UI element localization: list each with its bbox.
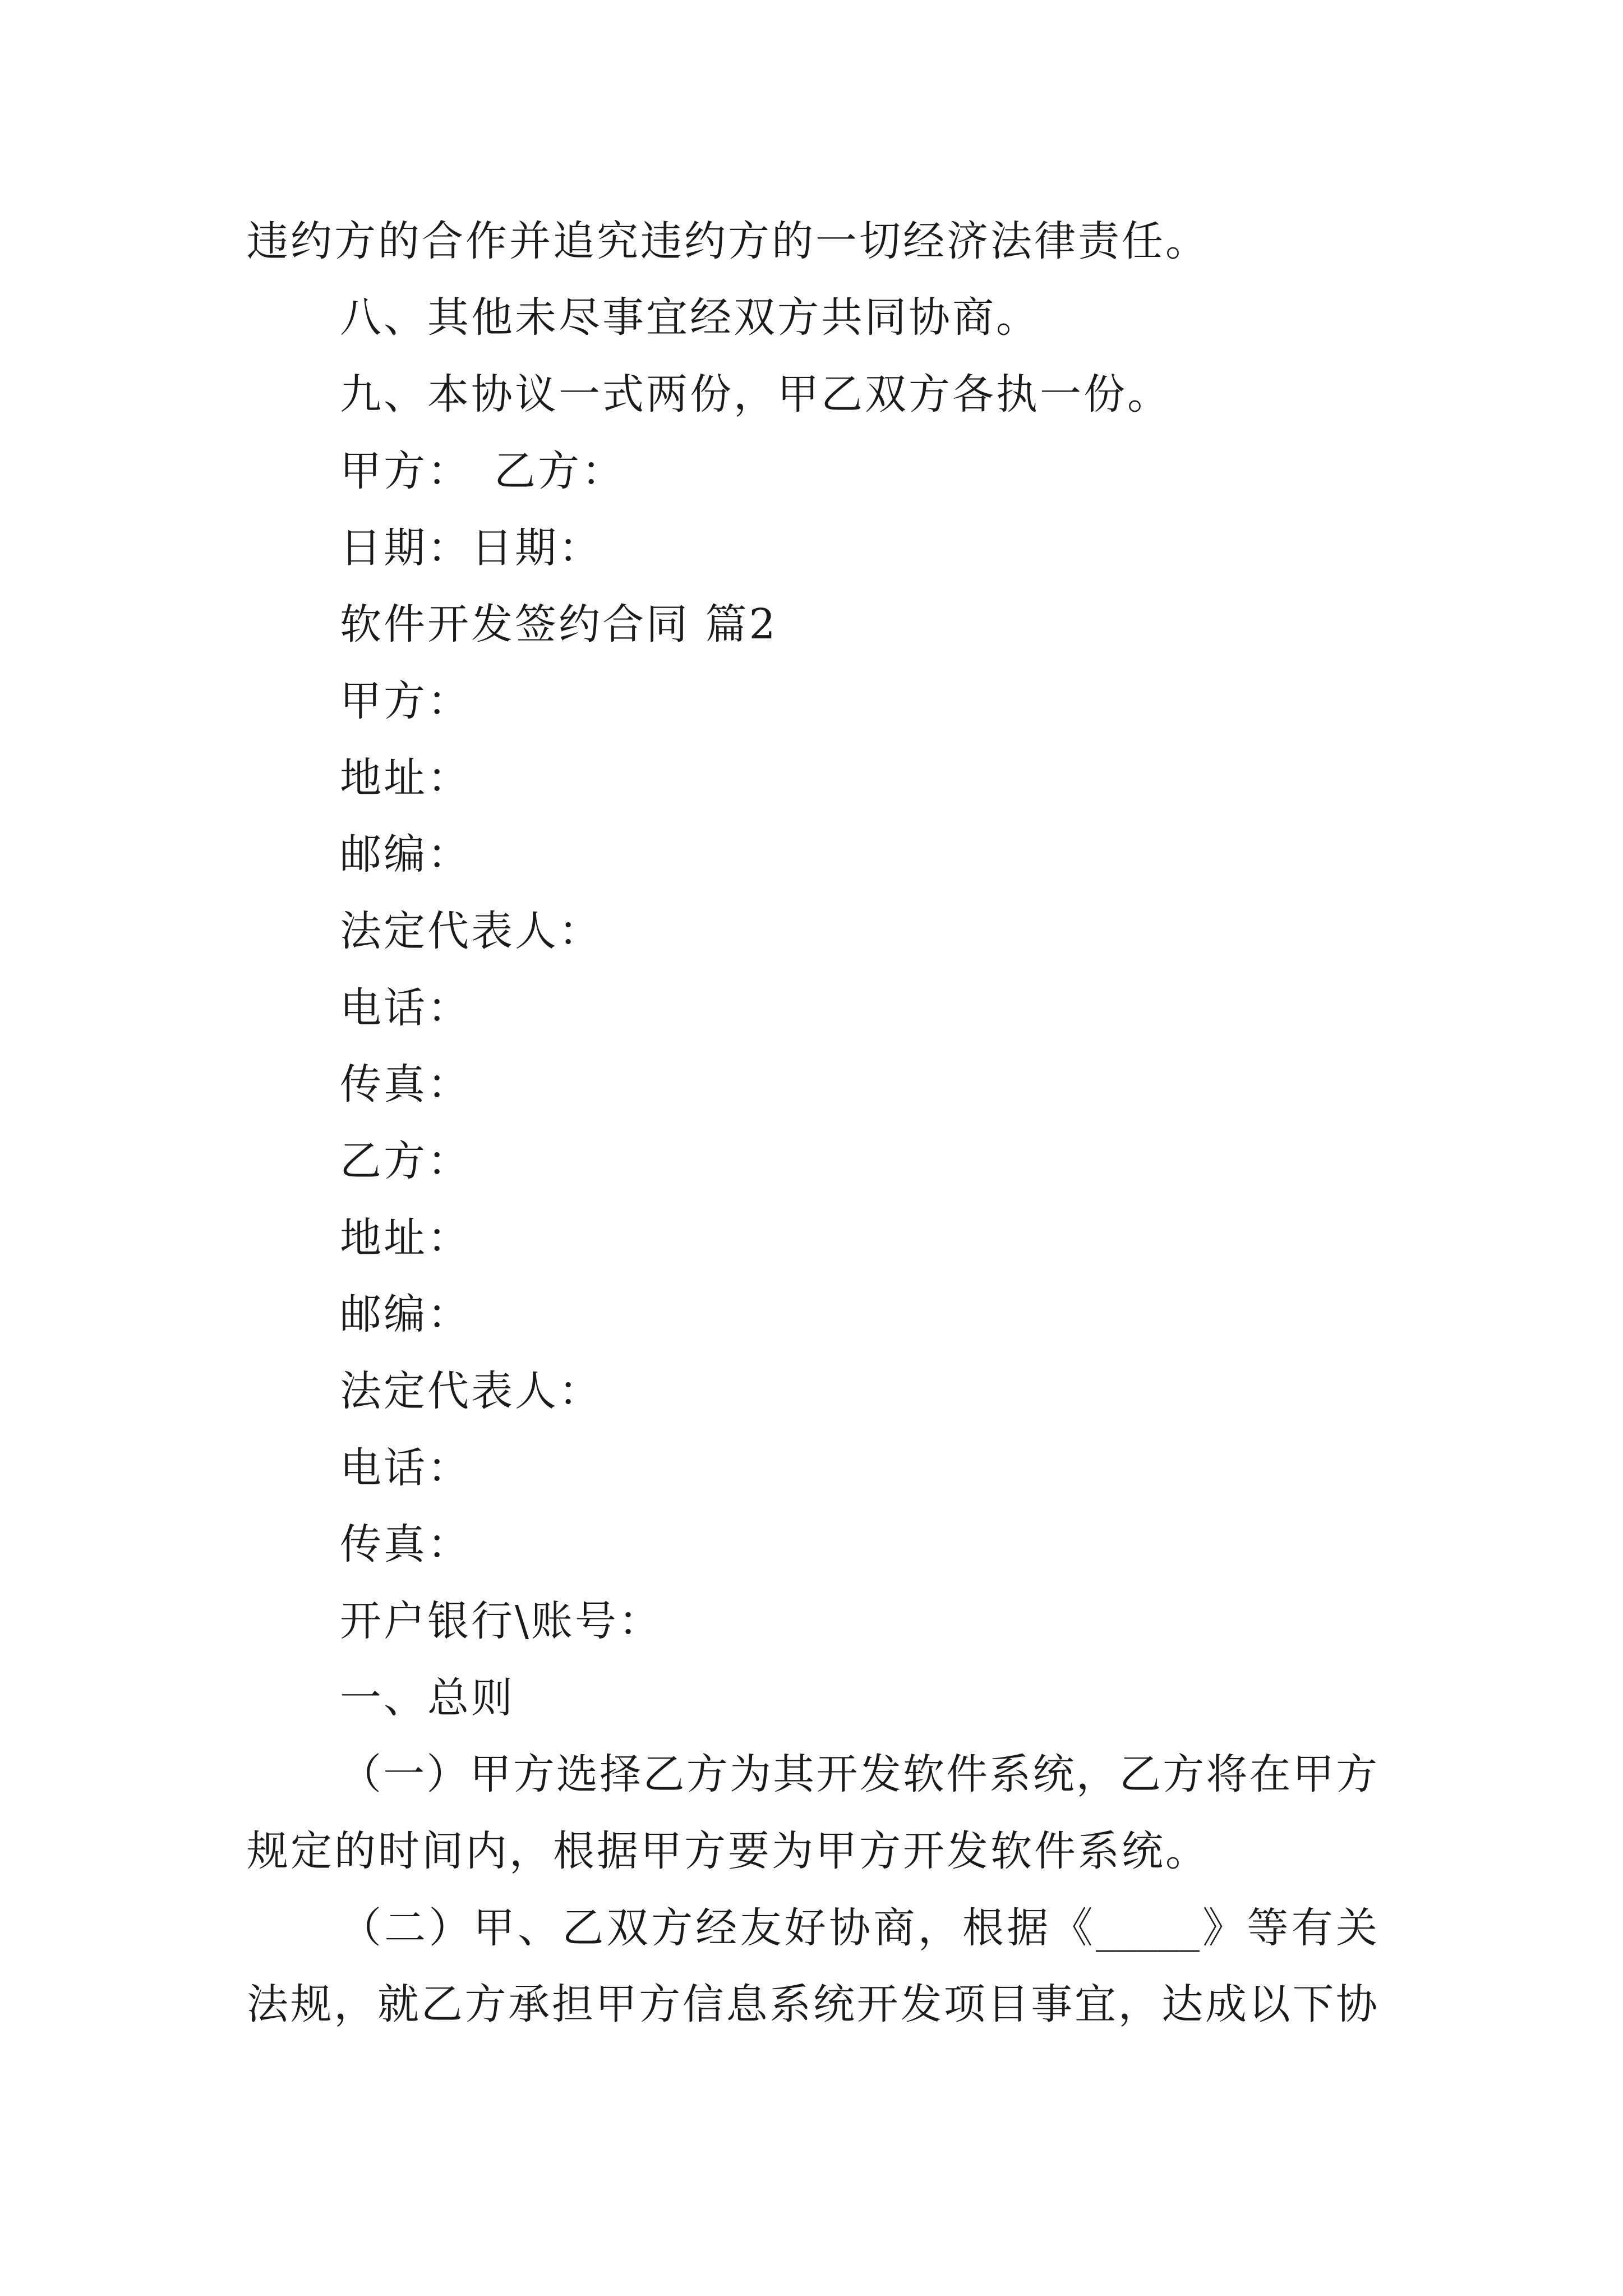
text-line: 法定代表人：	[340, 907, 602, 955]
text-line: 电话：	[340, 1444, 471, 1492]
paragraph-line: （一）甲方选择乙方为其开发软件系统，乙方将在甲方	[340, 1750, 1377, 1798]
text-line: 九、本协议一式两份，甲乙双方各执一份。	[340, 370, 1171, 418]
text-line: 乙方：	[340, 1137, 471, 1185]
text-line: 违约方的合作并追究违约方的一切经济法律责任。	[247, 217, 1209, 265]
paragraph-line: 规定的时间内，根据甲方要为甲方开发软件系统。	[247, 1827, 1209, 1875]
section-heading: 一、总则	[340, 1674, 515, 1722]
text-line: 传真：	[340, 1520, 471, 1568]
paragraph-line: （二）甲、乙双方经友好协商，根据《_____》等有关	[340, 1904, 1377, 1952]
text-line: 电话：	[340, 984, 471, 1032]
text-line: 传真：	[340, 1060, 471, 1108]
text-line: 地址：	[340, 1214, 471, 1262]
text-line: 邮编：	[340, 1290, 471, 1338]
text-line: 八、其他未尽事宜经双方共同协商。	[340, 293, 1040, 342]
text-line: 法定代表人：	[340, 1367, 602, 1415]
text-line: 邮编：	[340, 830, 471, 878]
section-heading: 软件开发签约合同 篇2	[340, 600, 778, 648]
text-line: 甲方： 乙方：	[340, 447, 625, 495]
paragraph-line: 法规，就乙方承担甲方信息系统开发项目事宜，达成以下协	[247, 1980, 1377, 2028]
text-line: 日期：日期：	[340, 524, 602, 572]
text-line: 地址：	[340, 754, 471, 802]
text-line: 甲方：	[340, 677, 471, 725]
text-line: 开户银行\账号：	[340, 1597, 662, 1645]
